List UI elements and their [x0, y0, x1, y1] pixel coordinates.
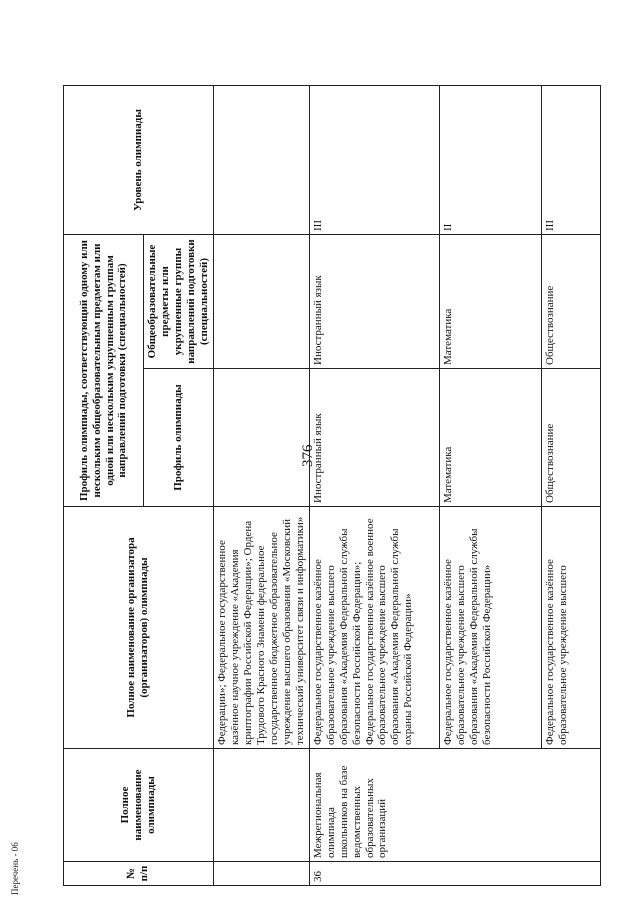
header-row-top — [64, 86, 144, 886]
cell-level: III — [541, 86, 600, 235]
cell-organizer: Федеральное государственное казённое образовательное учреждение высшего — [541, 507, 600, 749]
header-level: Уровень олимпиады — [64, 86, 214, 235]
header-olympiad-name: Полное наименование олимпиады — [64, 749, 214, 862]
cell-organizer: Федеральное государственное казённое образовательное учреждение высшего образования «Академия Федеральной службы безопасности Российской Федерации» — [439, 507, 541, 749]
cell-profile: Обществознание — [541, 369, 600, 507]
table-row — [213, 86, 309, 886]
cell-level: II — [439, 86, 541, 235]
cell-subjects: Математика — [439, 235, 541, 369]
table-row — [309, 86, 439, 886]
cell-profile — [213, 369, 309, 507]
header-profile-group: Профиль олимпиады, соответствующий одному или нескольким общеобразовательным предметам или одной или нескольким укрупненным группам направлений подготовки (специальностей) — [64, 235, 144, 507]
olympiad-table — [63, 85, 601, 886]
header-num: № п/п — [64, 862, 214, 886]
cell-olympiad-name — [213, 749, 309, 862]
cell-organizer: Федеральное государственное казённое образовательное учреждение высшего образования «Академия Федеральной службы безопасности Российской Федерации»; Федеральное государственное казённое военное образовательное учреждение высшего образования «Академия Федеральной службы охраны Российской Федерации» — [309, 507, 439, 749]
header-organizer: Полное наименование организатора (организаторов) олимпиады — [64, 507, 214, 749]
header-profile: Профиль олимпиады — [144, 369, 214, 507]
footer-code: Перечень - 06 — [10, 842, 20, 895]
cell-num — [213, 862, 309, 886]
cell-level — [213, 86, 309, 235]
cell-profile: Иностранный язык — [309, 369, 439, 507]
cell-num: 36 — [309, 862, 600, 886]
cell-profile: Математика — [439, 369, 541, 507]
cell-olympiad-name: Межрегиональная олимпиада школьников на базе ведомственных образовательных организаций — [309, 749, 600, 862]
cell-subjects — [213, 235, 309, 369]
olympiad-table-container — [63, 86, 575, 886]
page-number: 376 — [300, 444, 316, 467]
cell-subjects: Иностранный язык — [309, 235, 439, 369]
cell-subjects: Обществознание — [541, 235, 600, 369]
header-subjects: Общеобразовательные предметы или укрупненные группы направлений подготовки (специальностей) — [144, 235, 214, 369]
cell-organizer: Федерации»; Федеральное государственное казённое научное учреждение «Академия криптографии Российской Федерации»; Ордена Трудового Красного Знамени федеральное государственное бюджетное образовательное учреждение высшего образования «Московский технический университет связи и информатики» — [213, 507, 309, 749]
cell-level: III — [309, 86, 439, 235]
